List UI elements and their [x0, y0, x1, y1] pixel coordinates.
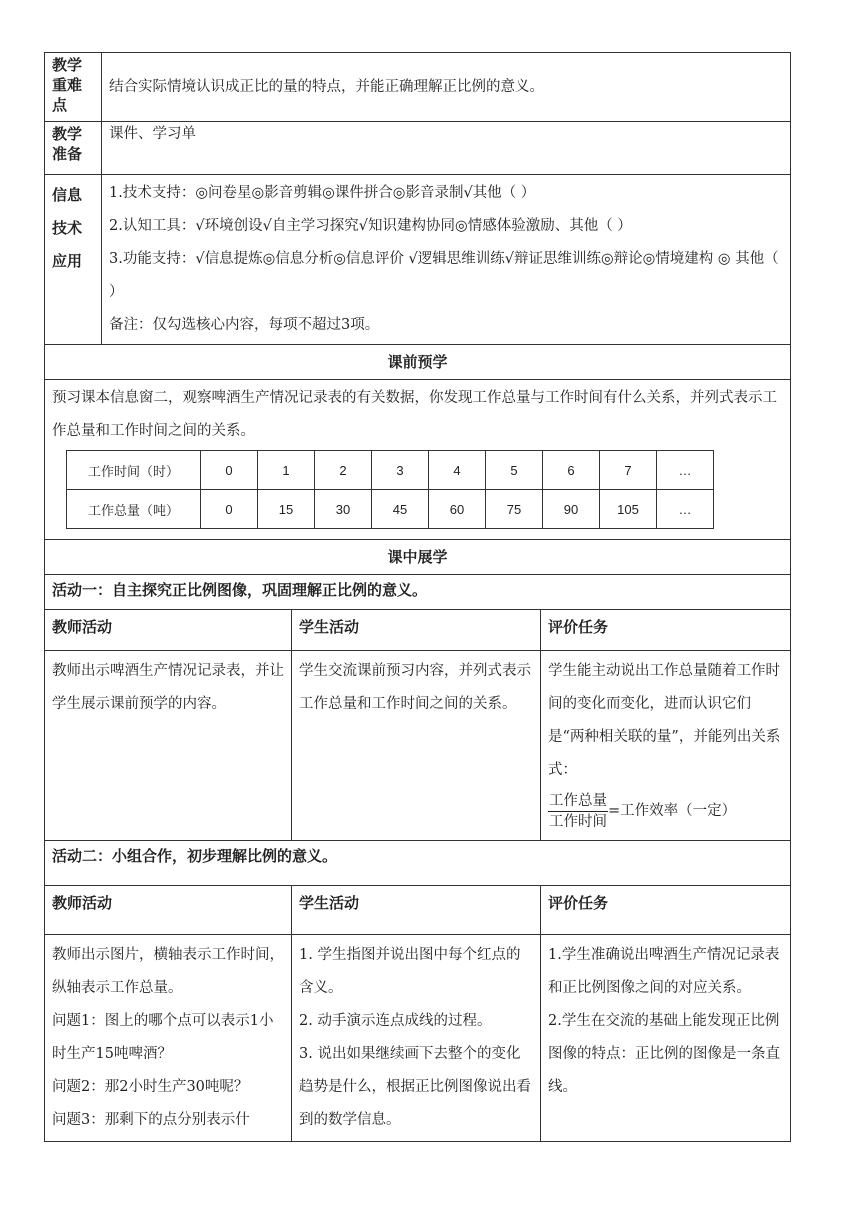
table-cell: 4: [429, 451, 486, 490]
activity2-teacher: [45, 935, 292, 1142]
row-activity2-body: [45, 935, 791, 1142]
formula-denominator: 工作时间: [549, 814, 607, 830]
tech-line3: 3.功能支持：√信息提炼◎信息分析◎信息评价 √逻辑思维训练√辩证思维训练◎辩论◎情境建构 ◎ 其他（ ）: [109, 251, 779, 300]
table-cell: 2: [315, 451, 372, 490]
activity2-student-line: 1. 学生指图并说出图中每个红点的含义。: [299, 947, 521, 996]
preclass-text: 预习课本信息窗二，观察啤酒生产情况记录表的有关数据，你发现工作总量与工作时间有什么关系，并列式表示工作总量和工作时间之间的关系。: [52, 390, 777, 439]
activity2-student-line: 3. 说出如果继续画下去整个的变化趋势是什么，根据正比例图像说出看到的数学信息。: [299, 1046, 531, 1128]
lesson-plan: [44, 52, 790, 1142]
content-tech: [102, 175, 791, 345]
table-cell: 75: [486, 490, 543, 529]
table-cell: …: [657, 490, 714, 529]
label-tech: [45, 175, 102, 345]
activity2-evaluation: [541, 935, 791, 1142]
activity2-teacher-line: 问题3：那剩下的点分别表示什: [52, 1112, 250, 1128]
tech-line2: 2.认知工具：√环境创设√自主学习探究√知识建构协同◎情感体验激励、其他（ ）: [109, 218, 632, 234]
table-cell: 7: [600, 451, 657, 490]
production-table: [66, 450, 714, 529]
activity2-evaluation-line: 1.学生准确说出啤酒生产情况记录表和正比例图像之间的对应关系。: [548, 947, 780, 996]
content-key-points: [102, 53, 791, 122]
activity1-student-text: 学生交流课前预习内容，并列式表示工作总量和工作时间之间的关系。: [299, 663, 531, 712]
activity1-evaluation: [541, 651, 791, 841]
row-preclass-content: [45, 380, 791, 540]
row-preparation: [45, 122, 791, 175]
label-preparation-line2: 准备: [52, 145, 83, 163]
formula-numerator: 工作总量: [548, 791, 608, 812]
label-key-points-text: 教学重难点: [52, 56, 83, 114]
lesson-plan-table: [44, 52, 791, 1142]
activity2-student-line: 2. 动手演示连点成线的过程。: [299, 1013, 492, 1029]
table-cell: 0: [201, 451, 258, 490]
tech-note: 备注：仅勾选核心内容，每项不超过3项。: [109, 317, 380, 333]
row-key-points: [45, 53, 791, 122]
label-key-points: [45, 53, 102, 122]
activity2-header-teacher: 教师活动: [45, 886, 292, 935]
table-cell: 45: [372, 490, 429, 529]
row-activity2-headers: [45, 886, 791, 935]
preclass-content: [45, 380, 791, 540]
activity2-teacher-line: 教师出示图片，横轴表示工作时间，纵轴表示工作总量。: [52, 947, 284, 996]
activity2-header-student: 学生活动: [292, 886, 541, 935]
label-tech-line1: 信息: [52, 186, 83, 204]
activity1-student: [292, 651, 541, 841]
table-cell: 105: [600, 490, 657, 529]
production-table-label-total: 工作总量（吨）: [67, 490, 201, 529]
activity2-student: [292, 935, 541, 1142]
table-cell: 6: [543, 451, 600, 490]
row-activity2-title: [45, 841, 791, 886]
key-points-text: 结合实际情境认识成正比的量的特点，并能正确理解正比例的意义。: [109, 78, 544, 95]
preclass-title: 课前预学: [45, 345, 791, 380]
label-tech-line2: 技术: [52, 219, 83, 237]
content-preparation: [102, 122, 791, 175]
activity1-teacher-text: 教师出示啤酒生产情况记录表，并让学生展示课前预学的内容。: [52, 663, 284, 712]
row-activity1-body: [45, 651, 791, 841]
activity1-title: 活动一：自主探究正比例图像，巩固理解正比例的意义。: [45, 575, 791, 610]
activity2-title: 活动二：小组合作，初步理解比例的意义。: [45, 841, 791, 886]
label-tech-line3: 应用: [52, 252, 83, 270]
activity2-teacher-line: 问题1：图上的哪个点可以表示1小时生产15吨啤酒？: [52, 1013, 274, 1062]
efficiency-formula: [548, 791, 784, 832]
activity2-header-evaluation: 评价任务: [541, 886, 791, 935]
table-cell: 30: [315, 490, 372, 529]
table-cell: 5: [486, 451, 543, 490]
row-tech: [45, 175, 791, 345]
table-cell: 1: [258, 451, 315, 490]
tech-line1: 1.技术支持：◎问卷星◎影音剪辑◎课件拼合◎影音录制√其他（ ）: [109, 185, 536, 201]
table-cell: 60: [429, 490, 486, 529]
table-cell: 15: [258, 490, 315, 529]
inclass-title: 课中展学: [45, 540, 791, 575]
row-inclass-title: [45, 540, 791, 575]
label-preparation: [45, 122, 102, 175]
formula-fraction: [548, 791, 608, 832]
activity1-teacher: [45, 651, 292, 841]
row-activity1-headers: [45, 610, 791, 651]
production-table-row-total: [67, 490, 714, 529]
table-cell: …: [657, 451, 714, 490]
production-table-row-time: [67, 451, 714, 490]
row-preclass-title: [45, 345, 791, 380]
row-activity1-title: [45, 575, 791, 610]
activity2-evaluation-line: 2.学生在交流的基础上能发现正比例图像的特点：正比例的图像是一条直线。: [548, 1013, 780, 1095]
production-table-label-time: 工作时间（时）: [67, 451, 201, 490]
table-cell: 90: [543, 490, 600, 529]
activity1-header-evaluation: 评价任务: [541, 610, 791, 651]
activity2-teacher-line: 问题2：那2小时生产30吨呢？: [52, 1079, 249, 1095]
activity1-header-teacher: 教师活动: [45, 610, 292, 651]
preparation-text: 课件、学习单: [109, 126, 196, 142]
table-cell: 3: [372, 451, 429, 490]
formula-rhs: =工作效率（一定）: [608, 803, 737, 819]
activity1-evaluation-text: 学生能主动说出工作总量随着工作时间的变化而变化，进而认识它们是“两种相关联的量”，并能列出关系式：: [548, 663, 781, 778]
label-preparation-line1: 教学: [52, 125, 83, 143]
activity1-header-student: 学生活动: [292, 610, 541, 651]
table-cell: 0: [201, 490, 258, 529]
